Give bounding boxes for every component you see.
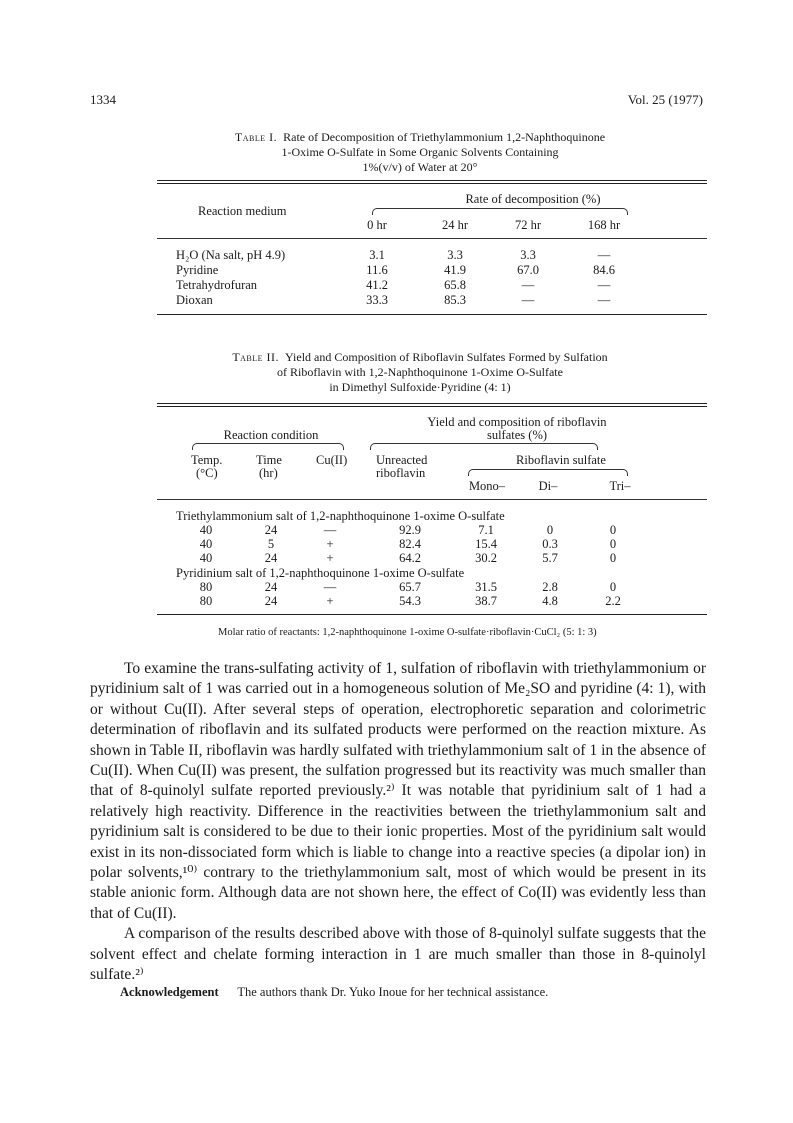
table2-col-unreacted-2: riboflavin [376,466,426,480]
table2-r4-time: 24 [264,580,278,594]
table2-bottom-rule [157,614,707,615]
table2-r4-unreacted: 65.7 [399,580,421,594]
table2-group-yield-1: Yield and composition of riboflavin [427,415,607,429]
body-text [90,659,706,986]
journal-volume: Vol. 25 (1977) [627,92,703,107]
table1-title-line3: 1%(v/v) of Water at 20° [362,160,478,174]
table2-r1-unreacted: 92.9 [399,523,421,537]
table2-caption [120,350,720,395]
table2-top-rule [157,403,707,404]
table2-title-line3: in Dimethyl Sulfoxide·Pyridine (4: 1) [329,380,511,394]
table1-row4-v0: 33.3 [366,293,388,307]
table2-r2-cu: + [326,537,334,551]
table2-r2-tri: 0 [609,537,617,551]
table1-label: Table I. [234,130,278,144]
table1-header-rule [157,238,707,239]
table2-r4-mono: 31.5 [475,580,497,594]
table2-r5-cu: + [326,594,334,608]
table2-r3-mono: 30.2 [475,551,497,565]
table1-top-rule [157,180,707,181]
table1-row4-v1: 85.3 [444,293,466,307]
table2-col-cu: Cu(II) [316,453,348,467]
table2-col-mono: Mono– [468,479,506,493]
table2-r1-tri: 0 [609,523,617,537]
table2-r5-tri: 2.2 [605,594,621,608]
table1-time-0: 0 hr [367,218,387,232]
table1-row1-v0: 3.1 [369,248,385,262]
table2-header-rule [157,499,707,500]
table2-r5-mono: 38.7 [475,594,497,608]
table2-r2-unreacted: 82.4 [399,537,421,551]
table2-title-line2: of Riboflavin with 1,2-Naphthoquinone 1-Oxime O-Sulfate [277,365,563,379]
table2-condition-brace [192,443,344,450]
table1-row3-v2: — [521,278,535,292]
table1-top-rule-2 [157,183,707,184]
table2-sulfate-brace [468,469,628,476]
table1-row2-v2: 67.0 [517,263,539,277]
table2-r5-di: 4.8 [542,594,558,608]
table1-row3-v1: 65.8 [444,278,466,292]
table2-group-yield-2: sulfates (%) [486,428,548,442]
table2-r5-unreacted: 54.3 [399,594,421,608]
table2-r4-tri: 0 [609,580,617,594]
table2-r1-mono: 7.1 [478,523,494,537]
paragraph-1: To examine the trans-sulfating activity of 1, sulfation of riboflavin with triethylammonium or pyridinium salt of 1 was carried out in a homogeneous solution of Me₂SO and pyridine (4: 1), with or without Cu(II). After several steps of operation, electrophoretic separation and colorimetric determination of riboflavin and its sulfated products were performed on the reaction mixture. As shown in Table II, riboflavin was hardly sulfated with triethylammonium salt of 1 in the absence of Cu(II). When Cu(II) was present, the sulfation progressed but its reactivity was much smaller than that of 8-quinolyl sulfate reported previously.²⁾ It was notable that pyridinium salt of 1 had a relatively high reactivity. Difference in the reactivities between the triethylammonium salt and pyridinium salt is considered to be due to their ionic properties. Most of the pyridinium salt would exist in its non-dissociated form which is liable to change into a reactive species (a dipolar ion) in polar solvents,¹⁰⁾ contrary to the triethylammonium salt, most of which would be present in its stable anionic form. Although data are not shown here, the effect of Co(II) was evidently less than that of Cu(II). [90,660,706,922]
table2-r2-time: 5 [267,537,275,551]
table2-r2-mono: 15.4 [475,537,497,551]
table1-row3-v0: 41.2 [366,278,388,292]
table1-bottom-rule [157,314,707,315]
table2-r5-temp: 80 [199,594,213,608]
table2-r1-cu: — [323,523,337,537]
table2-r4-cu: — [323,580,337,594]
table2-r1-di: 0 [546,523,554,537]
table2-group-sulfate: Riboflavin sulfate [516,453,606,467]
table1-title-line1: Rate of Decomposition of Triethylammonium 1,2-Naphthoquinone [283,130,606,144]
table1-row2-v0: 11.6 [366,263,388,277]
table2-r2-di: 0.3 [542,537,558,551]
table1-row2-v1: 41.9 [444,263,466,277]
table2-col-time: Time [256,453,282,467]
table1-time-24: 24 hr [441,218,469,232]
table2-r5-time: 24 [264,594,278,608]
table1-caption [120,130,720,175]
table1-row3-v3: — [597,278,611,292]
table2-col-unreacted: Unreacted [376,453,428,467]
table2-r4-di: 2.8 [542,580,558,594]
table1-group-brace [372,208,628,215]
table1-col-group: Rate of decomposition (%) [465,192,601,206]
table1-row2-v3: 84.6 [593,263,615,277]
table1-col-medium: Reaction medium [198,204,287,218]
table1-row4-v3: — [597,293,611,307]
table1-row1-v3: — [597,248,611,262]
table2-section1: Triethylammonium salt of 1,2-naphthoquinone 1-oxime O-sulfate [176,509,505,523]
table2-col-di: Di– [538,479,558,493]
table2-group-condition: Reaction condition [223,428,319,442]
paragraph-2: A comparison of the results described above with those of 8-quinolyl sulfate suggests that the solvent effect and chelate forming interaction in 1 are much smaller than those in 8-quinolyl sulfate.²⁾ [90,925,706,984]
table2-col-temp: Temp. [191,453,223,467]
table2-title-line1: Yield and Composition of Riboflavin Sulfates Formed by Sulfation [285,350,608,364]
table1-title-line2: 1-Oxime O-Sulfate in Some Organic Solvents Containing [281,145,559,159]
table2-r1-time: 24 [264,523,278,537]
table2-col-temp-unit: (°C) [196,466,218,480]
table2-r3-temp: 40 [199,551,213,565]
table2-r2-temp: 40 [199,537,213,551]
page-number: 1334 [90,92,116,107]
acknowledgement-heading: Acknowledgement [120,985,219,999]
table1-time-72: 72 hr [514,218,542,232]
acknowledgement [120,985,548,1000]
table2-col-time-unit: (hr) [259,466,278,480]
table2-footnote: Molar ratio of reactants: 1,2-naphthoquinone 1-oxime O-sulfate·riboflavin·CuCl₂ (5: 1: 3) [218,627,597,638]
table1-row4-v2: — [521,293,535,307]
table2-top-rule-2 [157,406,707,407]
table2-r3-unreacted: 64.2 [399,551,421,565]
table2-r3-di: 5.7 [542,551,558,565]
table2-r3-cu: + [326,551,334,565]
table2-section2: Pyridinium salt of 1,2-naphthoquinone 1-oxime O-sulfate [176,566,465,580]
table1-row1-v1: 3.3 [447,248,463,262]
table1-row4-medium: Dioxan [176,293,213,307]
table2-col-tri: Tri– [609,479,631,493]
table2-r3-time: 24 [264,551,278,565]
table2-r3-tri: 0 [609,551,617,565]
acknowledgement-text: The authors thank Dr. Yuko Inoue for her technical assistance. [237,985,549,999]
table2-yield-brace [370,443,598,450]
table1-time-168: 168 hr [587,218,621,232]
table2-r1-temp: 40 [199,523,213,537]
table2-label: Table II. [232,350,280,364]
table2-r4-temp: 80 [199,580,213,594]
table1-row1-v2: 3.3 [520,248,536,262]
table1-row2-medium: Pyridine [176,263,219,277]
table1-row3-medium: Tetrahydrofuran [176,278,258,292]
table1-row1-medium: H₂O (Na salt, pH 4.9) [176,248,286,262]
